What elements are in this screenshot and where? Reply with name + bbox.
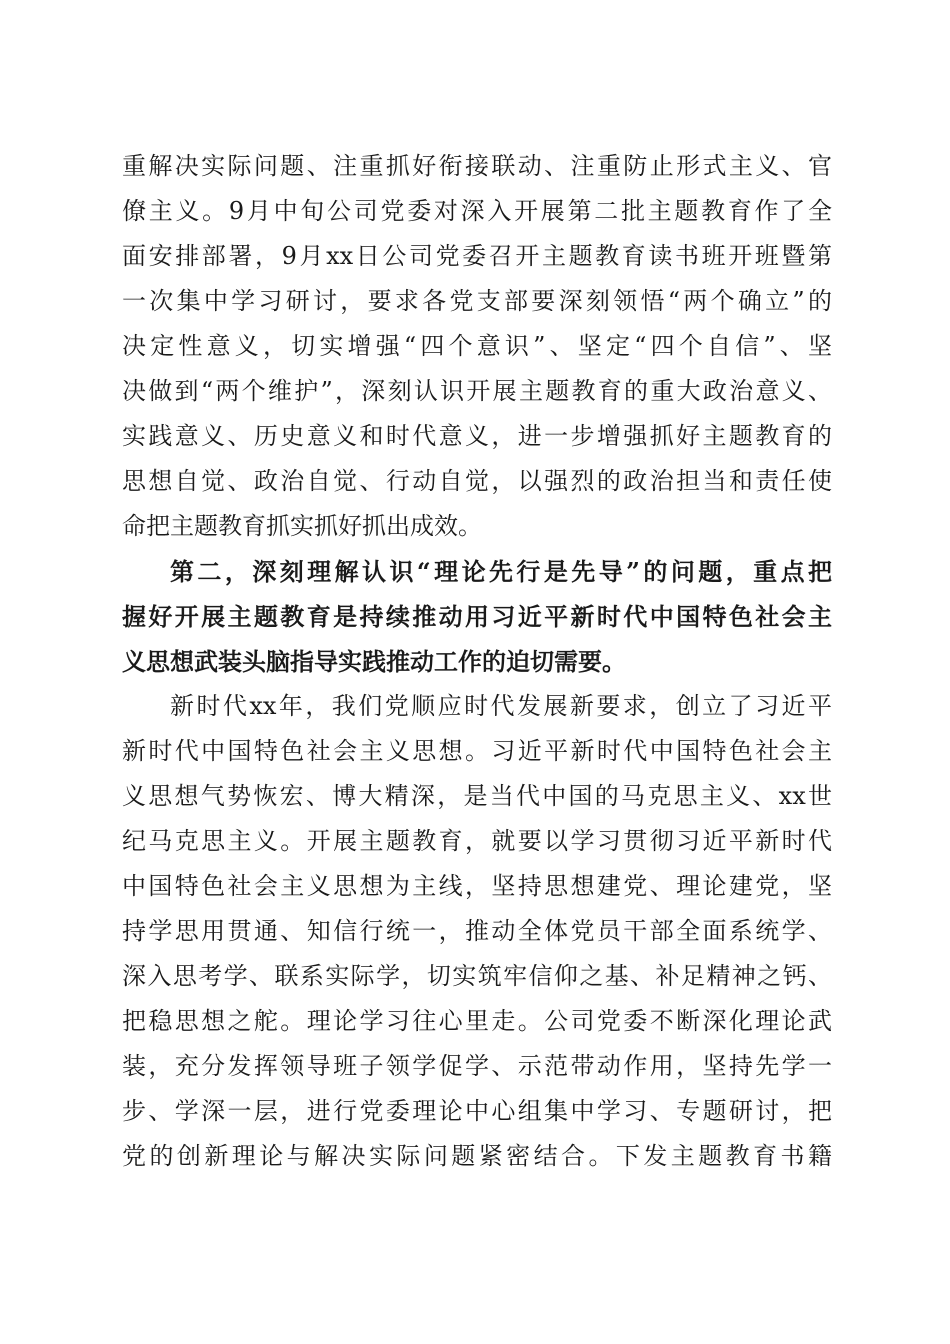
text-line: 面安排部署，9月xx日公司党委召开主题教育读书班开班暨第: [122, 242, 832, 270]
paragraph: [122, 684, 832, 1179]
text-line: 僚主义。9月中旬公司党委对深入开展第二批主题教育作了全: [122, 197, 832, 225]
heading-line: 义思想武装头脑指导实践推动工作的迫切需要。: [122, 647, 626, 676]
text-line: 一次集中学习研讨，要求各党支部要深刻领悟“两个确立”的: [122, 287, 832, 315]
paragraph: [122, 144, 832, 549]
text-line: 决做到“两个维护”，深刻认识开展主题教育的重大政治意义、: [122, 377, 832, 405]
text-line: 新时代xx年，我们党顺应时代发展新要求，创立了习近平: [170, 692, 832, 720]
text-line: 命把主题教育抓实抓好抓出成效。: [122, 512, 482, 540]
heading-line: 握好开展主题教育是持续推动用习近平新时代中国特色社会主: [122, 602, 832, 631]
text-line: 思想自觉、政治自觉、行动自觉，以强烈的政治担当和责任使: [122, 467, 832, 495]
text-line: 把稳思想之舵。理论学习往心里走。公司党委不断深化理论武: [122, 1007, 832, 1035]
text-line: 决定性意义，切实增强“四个意识”、坚定“四个自信”、坚: [122, 332, 832, 360]
text-line: 义思想气势恢宏、博大精深，是当代中国的马克思主义、xx世: [122, 782, 832, 810]
text-line: 新时代中国特色社会主义思想。习近平新时代中国特色社会主: [122, 737, 832, 765]
text-line: 重解决实际问题、注重抓好衔接联动、注重防止形式主义、官: [122, 152, 832, 180]
text-line: 党的创新理论与解决实际问题紧密结合。下发主题教育书籍: [122, 1142, 832, 1170]
text-line: 装，充分发挥领导班子领学促学、示范带动作用，坚持先学一: [122, 1052, 832, 1080]
text-line: 中国特色社会主义思想为主线，坚持思想建党、理论建党，坚: [122, 872, 832, 900]
heading-line: 第二，深刻理解认识“理论先行是先导”的问题，重点把: [170, 557, 832, 586]
text-line: 步、学深一层，进行党委理论中心组集中学习、专题研讨，把: [122, 1097, 832, 1125]
document-body: [122, 144, 832, 1179]
text-line: 纪马克思主义。开展主题教育，就要以学习贯彻习近平新时代: [122, 827, 832, 855]
text-line: 实践意义、历史意义和时代意义，进一步增强抓好主题教育的: [122, 422, 832, 450]
text-line: 持学思用贯通、知信行统一，推动全体党员干部全面系统学、: [122, 917, 832, 945]
section-heading: [122, 549, 832, 684]
text-line: 深入思考学、联系实际学，切实筑牢信仰之基、补足精神之钙、: [122, 962, 832, 990]
